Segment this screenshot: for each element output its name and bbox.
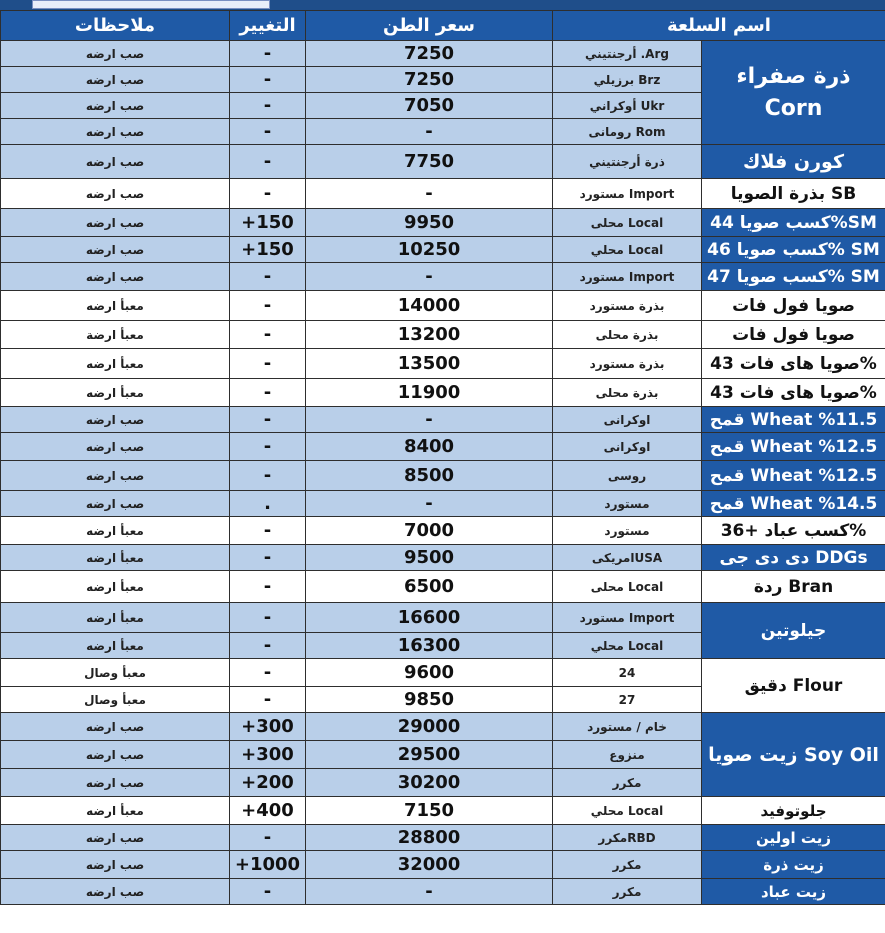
notes-cell: صب ارضه [1, 713, 230, 741]
notes-cell: معبأ ارضه [1, 797, 230, 825]
table-row [1, 433, 885, 461]
price-cell: 13500 [306, 349, 553, 379]
notes-cell: صب ارضه [1, 433, 230, 461]
notes-cell: صب ارضه [1, 491, 230, 517]
price-cell: - [306, 179, 553, 209]
origin-cell: امريكىUSA [553, 545, 702, 571]
commodity-name-cell: جيلوتين [702, 603, 885, 659]
change-cell: - [230, 119, 306, 145]
change-cell: - [230, 659, 306, 687]
origin-cell: بذرة محلى [553, 321, 702, 349]
commodity-name-cell: كسب صويا 44%SM [702, 209, 885, 237]
price-cell: 8500 [306, 461, 553, 491]
notes-cell: صب ارضه [1, 179, 230, 209]
price-cell: 14000 [306, 291, 553, 321]
change-cell: +300 [230, 713, 306, 741]
change-cell: - [230, 379, 306, 407]
table-row [1, 659, 885, 687]
table-row [1, 379, 885, 407]
price-cell: 29500 [306, 741, 553, 769]
price-cell: 30200 [306, 769, 553, 797]
commodity-name-cell: كسب عباد +36% [702, 517, 885, 545]
table-row [1, 461, 885, 491]
header-change: التغيير [230, 11, 306, 41]
commodity-name-cell: كسب صويا 47% SM [702, 263, 885, 291]
price-cell: 16600 [306, 603, 553, 633]
change-cell: - [230, 825, 306, 851]
price-cell: - [306, 879, 553, 905]
price-table [0, 10, 885, 905]
table-row [1, 407, 885, 433]
table-row [1, 879, 885, 905]
change-cell: - [230, 349, 306, 379]
price-cell: 32000 [306, 851, 553, 879]
notes-cell: معبأ وصال [1, 659, 230, 687]
table-row [1, 349, 885, 379]
origin-cell: مكرر [553, 879, 702, 905]
origin-cell: مكررRBD [553, 825, 702, 851]
notes-cell: صب ارضه [1, 825, 230, 851]
change-cell: - [230, 321, 306, 349]
origin-cell: محلي Local [553, 237, 702, 263]
table-row [1, 851, 885, 879]
notes-cell: صب ارضه [1, 119, 230, 145]
change-cell: - [230, 603, 306, 633]
origin-cell: محلى Local [553, 209, 702, 237]
notes-cell: صب ارضه [1, 769, 230, 797]
commodity-name-cell: قمح Wheat %11.5 [702, 407, 885, 433]
change-cell: - [230, 879, 306, 905]
commodity-name-cell: قمح Wheat %12.5 [702, 461, 885, 491]
change-cell: - [230, 291, 306, 321]
change-cell: - [230, 571, 306, 603]
logo-strip [32, 0, 270, 9]
origin-cell: 27 [553, 687, 702, 713]
commodity-name-cell: كسب صويا 46% SM [702, 237, 885, 263]
price-cell: 8400 [306, 433, 553, 461]
origin-cell: ذرة أرجنتيني [553, 145, 702, 179]
price-cell: 29000 [306, 713, 553, 741]
table-row [1, 291, 885, 321]
notes-cell: معبأ ارضه [1, 517, 230, 545]
origin-cell: بذرة محلى [553, 379, 702, 407]
change-cell: +300 [230, 741, 306, 769]
price-cell: 9500 [306, 545, 553, 571]
price-cell: 7000 [306, 517, 553, 545]
price-cell: 9850 [306, 687, 553, 713]
origin-cell: مستورد [553, 517, 702, 545]
origin-cell: مستورد [553, 491, 702, 517]
change-cell: - [230, 687, 306, 713]
table-row [1, 321, 885, 349]
commodity-name-cell: بذرة الصويا SB [702, 179, 885, 209]
origin-cell: خام / مستورد [553, 713, 702, 741]
notes-cell: صب ارضه [1, 209, 230, 237]
price-cell: 28800 [306, 825, 553, 851]
price-cell: 7250 [306, 41, 553, 67]
notes-cell: صب ارضه [1, 851, 230, 879]
table-row [1, 571, 885, 603]
price-cell: - [306, 491, 553, 517]
origin-cell: محلى Local [553, 571, 702, 603]
commodity-name-cell: صويا هاى فات 43% [702, 349, 885, 379]
change-cell: - [230, 517, 306, 545]
notes-cell: صب ارضه [1, 461, 230, 491]
change-cell: - [230, 461, 306, 491]
origin-cell: مستورد Import [553, 603, 702, 633]
change-cell: . [230, 491, 306, 517]
change-cell: - [230, 41, 306, 67]
origin-cell: 24 [553, 659, 702, 687]
notes-cell: صب ارضه [1, 263, 230, 291]
table-row [1, 209, 885, 237]
change-cell: +150 [230, 237, 306, 263]
table-row [1, 603, 885, 633]
price-cell: 16300 [306, 633, 553, 659]
change-cell: - [230, 145, 306, 179]
change-cell: - [230, 93, 306, 119]
notes-cell: صب ارضه [1, 237, 230, 263]
table-row [1, 263, 885, 291]
notes-cell: معبأ ارضه [1, 633, 230, 659]
origin-cell: محلي Local [553, 633, 702, 659]
price-cell: - [306, 407, 553, 433]
origin-cell: مكرر [553, 769, 702, 797]
origin-cell: برزيلي Brz [553, 67, 702, 93]
commodity-name-cell: قمح Wheat %14.5 [702, 491, 885, 517]
origin-cell: اوكرانى [553, 433, 702, 461]
header-row [1, 11, 885, 41]
table-row [1, 713, 885, 741]
change-cell: - [230, 633, 306, 659]
table-row [1, 237, 885, 263]
commodity-name-cell: صويا فول فات [702, 291, 885, 321]
commodity-name-cell: جلوتوفيد [702, 797, 885, 825]
table-body [1, 41, 885, 905]
table-row [1, 517, 885, 545]
table-row [1, 825, 885, 851]
origin-cell: مستورد Import [553, 179, 702, 209]
change-cell: - [230, 407, 306, 433]
change-cell: - [230, 67, 306, 93]
commodity-name-cell: صويا هاى فات 43% [702, 379, 885, 407]
origin-cell: رومانى Rom [553, 119, 702, 145]
table-row [1, 145, 885, 179]
origin-cell: أوكراني Ukr [553, 93, 702, 119]
change-cell: +1000 [230, 851, 306, 879]
price-cell: 7250 [306, 67, 553, 93]
origin-cell: مستورد Import [553, 263, 702, 291]
notes-cell: معبأ ارضه [1, 349, 230, 379]
origin-cell: أرجنتيني .Arg [553, 41, 702, 67]
table-row [1, 545, 885, 571]
price-cell: 13200 [306, 321, 553, 349]
notes-cell: صب ارضه [1, 407, 230, 433]
origin-cell: بذرة مستورد [553, 349, 702, 379]
price-cell: - [306, 263, 553, 291]
commodity-name-cell: ردة Bran [702, 571, 885, 603]
notes-cell: معبأ وصال [1, 687, 230, 713]
price-cell: 11900 [306, 379, 553, 407]
notes-cell: صب ارضه [1, 741, 230, 769]
header-price: سعر الطن [306, 11, 553, 41]
commodity-name-cell: دقيق Flour [702, 659, 885, 713]
origin-cell: بذرة مستورد [553, 291, 702, 321]
notes-cell: صب ارضه [1, 67, 230, 93]
table-row [1, 179, 885, 209]
change-cell: - [230, 179, 306, 209]
notes-cell: صب ارضه [1, 93, 230, 119]
origin-cell: مكرر [553, 851, 702, 879]
commodity-name-cell: كورن فلاك [702, 145, 885, 179]
commodity-name-cell: زيت صويا Soy Oil [702, 713, 885, 797]
table-row [1, 41, 885, 67]
commodity-name-cell: زيت عباد [702, 879, 885, 905]
header-commodity: اسم السلعة [553, 11, 885, 41]
notes-cell: صب ارضه [1, 145, 230, 179]
notes-cell: معبأ ارضه [1, 379, 230, 407]
origin-cell: منزوع [553, 741, 702, 769]
top-banner [0, 0, 885, 10]
price-cell: 7750 [306, 145, 553, 179]
notes-cell: معبأ ارضه [1, 603, 230, 633]
commodity-name-cell: زيت ذرة [702, 851, 885, 879]
origin-cell: محلي Local [553, 797, 702, 825]
change-cell: +200 [230, 769, 306, 797]
notes-cell: معبأ ارضه [1, 545, 230, 571]
notes-cell: معبأ ارضة [1, 321, 230, 349]
change-cell: +150 [230, 209, 306, 237]
price-cell: 7150 [306, 797, 553, 825]
commodity-name-cell: دى دى جى DDGs [702, 545, 885, 571]
commodity-name-cell: ذرة صفراء Corn [702, 41, 885, 145]
change-cell: +400 [230, 797, 306, 825]
notes-cell: معبأ ارضه [1, 571, 230, 603]
origin-cell: اوكرانى [553, 407, 702, 433]
header-notes: ملاحظات [1, 11, 230, 41]
table-row [1, 797, 885, 825]
table-row [1, 491, 885, 517]
price-cell: - [306, 119, 553, 145]
notes-cell: صب ارضه [1, 879, 230, 905]
notes-cell: معبأ ارضه [1, 291, 230, 321]
price-cell: 9600 [306, 659, 553, 687]
price-cell: 9950 [306, 209, 553, 237]
change-cell: - [230, 433, 306, 461]
notes-cell: صب ارضه [1, 41, 230, 67]
commodity-name-cell: قمح Wheat %12.5 [702, 433, 885, 461]
price-cell: 7050 [306, 93, 553, 119]
price-cell: 6500 [306, 571, 553, 603]
origin-cell: روسى [553, 461, 702, 491]
price-cell: 10250 [306, 237, 553, 263]
change-cell: - [230, 263, 306, 291]
commodity-name-cell: صويا فول فات [702, 321, 885, 349]
change-cell: - [230, 545, 306, 571]
commodity-name-cell: زيت اولين [702, 825, 885, 851]
